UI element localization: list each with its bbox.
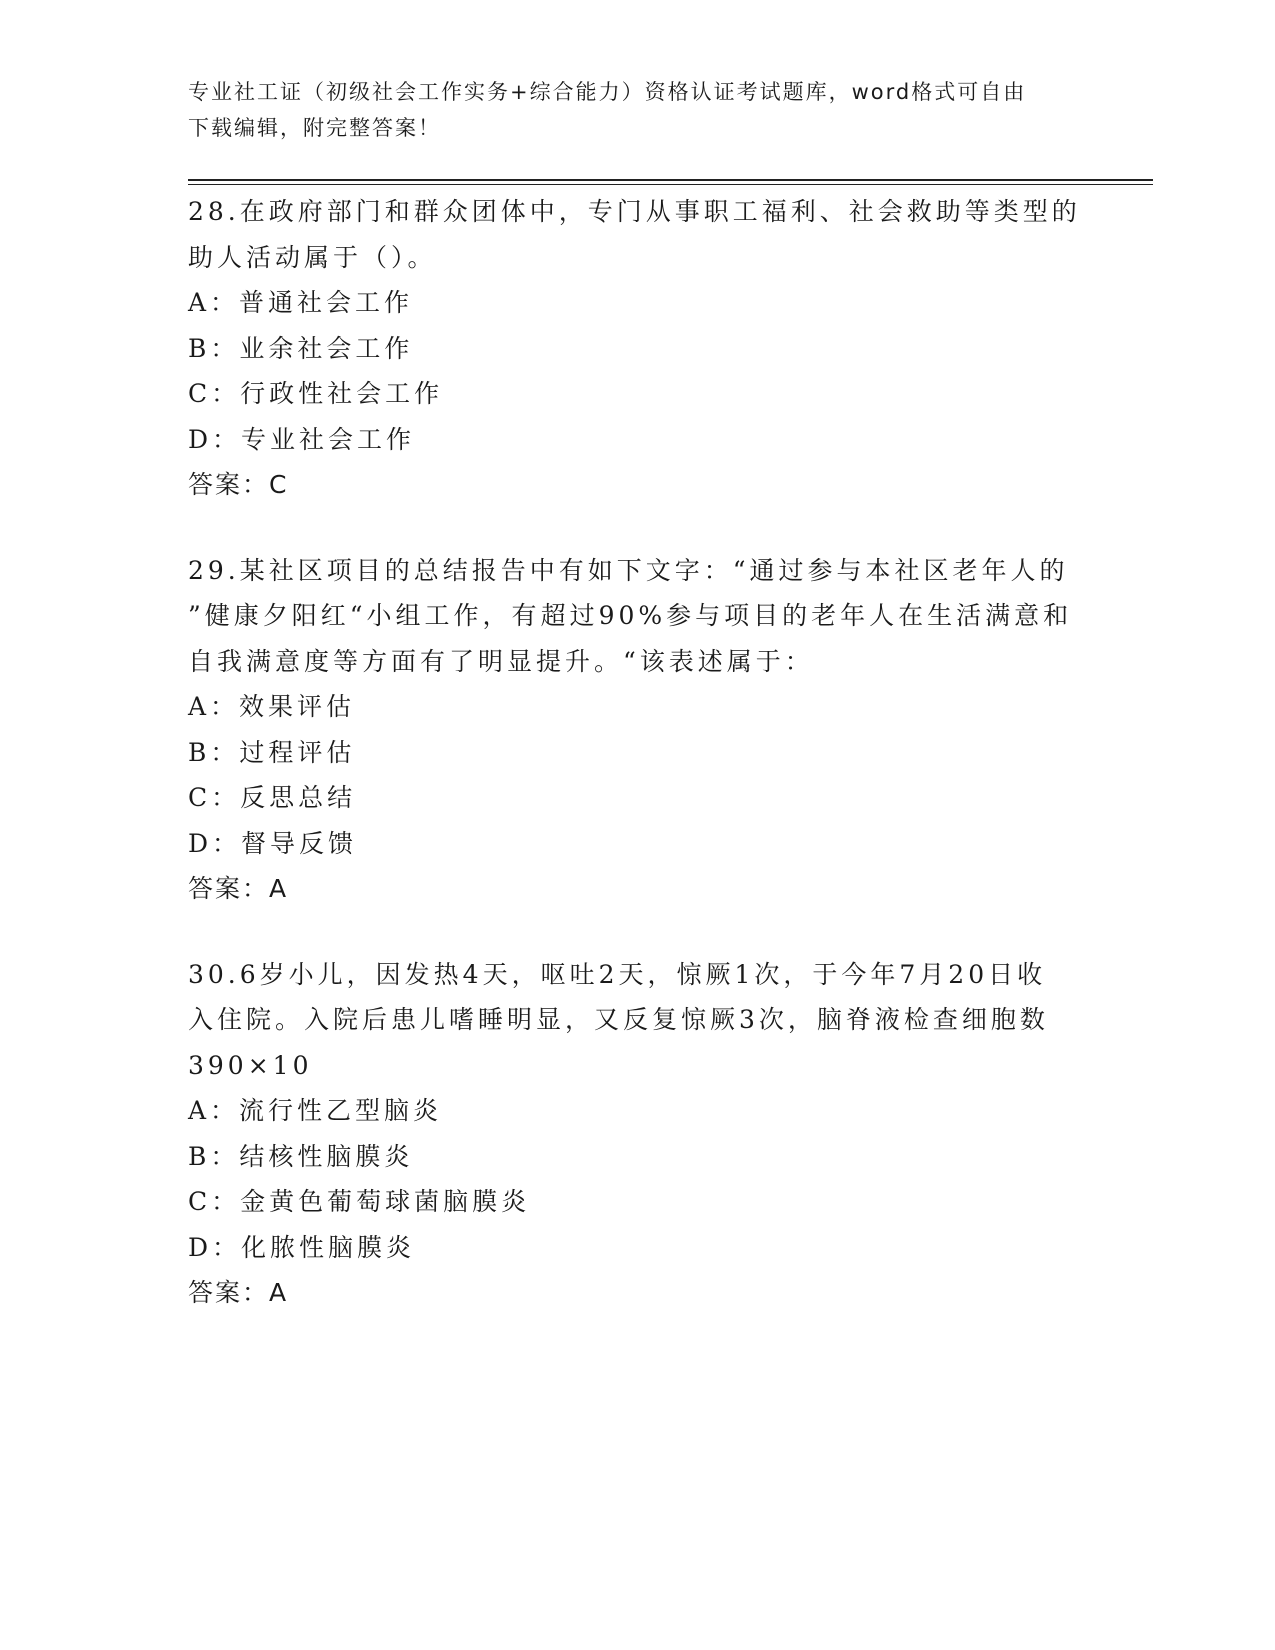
question-29 [188, 548, 1088, 912]
option-c: C：反思总结 [188, 783, 357, 812]
answer: 答案：A [188, 1278, 289, 1307]
header-line-2: 下载编辑，附完整答案！ [188, 116, 441, 140]
option-d: D：专业社会工作 [188, 424, 416, 454]
question-stem-line: 390×10 [188, 1050, 313, 1080]
option-a: A：效果评估 [188, 692, 356, 721]
document-header [188, 74, 1088, 146]
option-d: D：督导反馈 [188, 828, 358, 858]
option-d: D：化脓性脑膜炎 [188, 1232, 416, 1262]
question-stem-line: ”健康夕阳红“小组工作，有超过90%参与项目的老年人在生活满意和 [188, 601, 1073, 630]
header-divider-thin [188, 184, 1153, 185]
header-line-1: 专业社工证（初级社会工作实务+综合能力）资格认证考试题库，word格式可自由 [188, 80, 1027, 104]
question-stem-line: 助人活动属于（）。 [188, 242, 437, 272]
answer: 答案：C [188, 470, 289, 499]
question-stem-line: 自我满意度等方面有了明显提升。“该表述属于： [188, 646, 814, 676]
option-a: A：流行性乙型脑炎 [188, 1096, 443, 1125]
option-b: B：结核性脑膜炎 [188, 1141, 414, 1171]
question-28 [188, 189, 1088, 508]
question-stem-line: 入住院。入院后患儿嗜睡明显，又反复惊厥3次，脑脊液检查细胞数 [188, 1005, 1049, 1034]
question-list [188, 189, 1088, 1356]
answer: 答案：A [188, 874, 289, 903]
question-stem-line: 30.6岁小儿，因发热4天，呕吐2天，惊厥1次，于今年7月20日收 [188, 959, 1047, 989]
option-c: C：金黄色葡萄球菌脑膜炎 [188, 1187, 531, 1216]
option-b: B：业余社会工作 [188, 333, 414, 363]
question-stem-line: 28.在政府部门和群众团体中，专门从事职工福利、社会救助等类型的 [188, 197, 1081, 226]
question-30 [188, 952, 1088, 1316]
option-b: B：过程评估 [188, 737, 356, 767]
option-a: A：普通社会工作 [188, 288, 414, 317]
option-c: C：行政性社会工作 [188, 379, 444, 408]
header-divider-thick [188, 179, 1153, 181]
question-stem-line: 29.某社区项目的总结报告中有如下文字：“通过参与本社区老年人的 [188, 555, 1069, 585]
